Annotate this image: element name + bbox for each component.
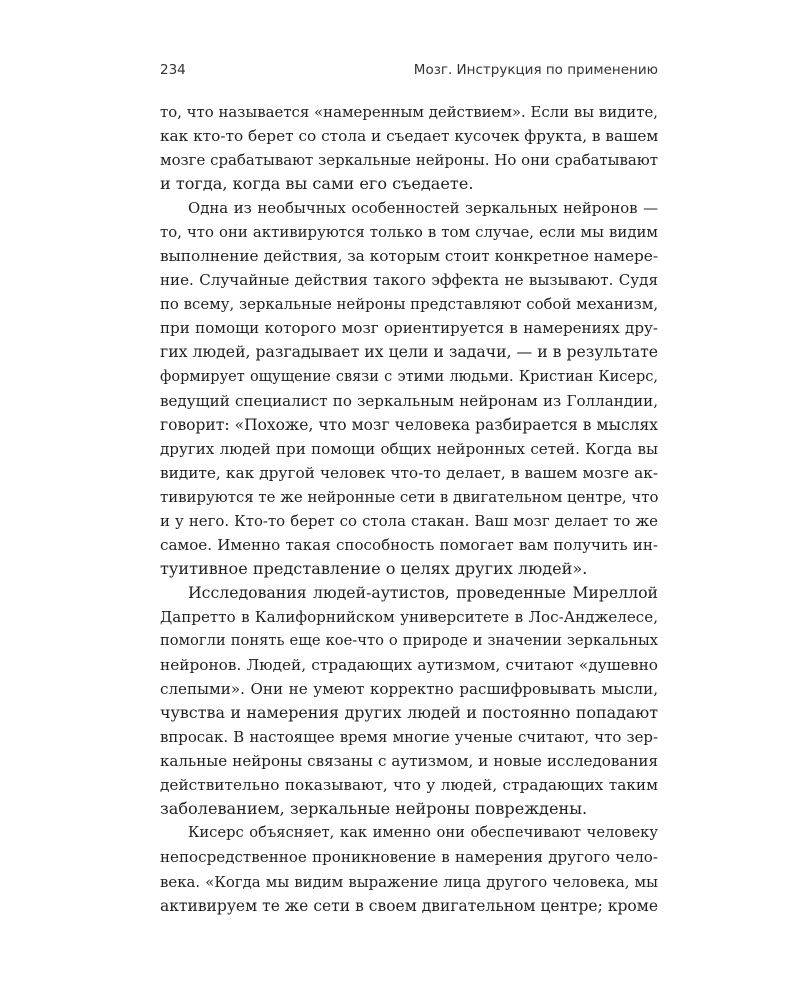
text-line: Исследования людей-аутистов, проведенные Миреллой [188, 582, 658, 602]
text-line: нейронов. Людей, страдающих аутизмом, считают «душевно [160, 656, 658, 675]
text-line: гих людей, разгадывает их цели и задачи, — и в результате [160, 342, 659, 362]
text-line: формирует ощущение связи с этими людьми. Кристиан Кисерс, [160, 368, 658, 385]
text-line: по всему, зеркальные нейроны представляют собой механизм, [160, 295, 659, 314]
text-line: Одна из необычных особенностей зеркальных нейронов — [188, 199, 658, 218]
running-head [160, 62, 658, 82]
text-line: мозге срабатывают зеркальные нейроны. Но они срабатывают [160, 151, 658, 170]
text-line: Кисерс объясняет, как именно они обеспечивают человеку [188, 824, 658, 842]
text-line: помогли понять еще кое-что о природе и значении зеркальных [160, 632, 658, 650]
text-line: впросак. В настоящее время многие ученые считают, что зер- [160, 728, 658, 747]
paragraph-4 [160, 821, 658, 917]
text-line: заболеванием, зеркальные нейроны повреждены. [160, 799, 588, 819]
text-line: то, что называется «намеренным действием». Если вы видите, [160, 103, 658, 121]
text-line: как кто-то берет со стола и съедает кусочек фрукта, в вашем [160, 127, 659, 146]
text-line: то, что они активируются только в том случае, если мы видим [160, 223, 658, 242]
text-line: говорит: «Похоже, что мозг человека разбирается в мыслях [160, 415, 658, 434]
text-line: ведущий специалист по зеркальным нейронам из Голландии, [160, 391, 658, 410]
text-line: ние. Случайные действия такого эффекта не вызывают. Судя [160, 271, 658, 290]
text-line: века. «Когда мы видим выражение лица другого человека, мы [160, 872, 658, 891]
text-line: непосредственное проникновение в намерения другого чело- [160, 848, 658, 867]
paragraph-1 [160, 100, 658, 196]
text-line: кальные нейроны связаны с аутизмом, и новые исследования [160, 752, 658, 771]
text-line: Дапретто в Калифорнийском университете в Лос-Анджелесе, [160, 607, 658, 626]
text-line: и тогда, когда вы сами его съедаете. [160, 174, 474, 194]
paragraph-2 [160, 196, 658, 581]
paragraph-3 [160, 581, 658, 821]
text-line: слепыми». Они не умеют корректно расшифровывать мысли, [160, 680, 658, 699]
text-line: самое. Именно такая способность помогает вам получить ин- [160, 535, 658, 554]
text-line: тивируются те же нейронные сети в двигательном центре, что [160, 487, 659, 506]
text-line: активируем те же сети в своем двигательном центре; кроме [160, 896, 658, 915]
body-text [160, 100, 658, 918]
text-line: чувства и намерения других людей и постоянно попадают [160, 703, 658, 723]
page-number: 234 [160, 62, 186, 78]
text-line: выполнение действия, за которым стоит конкретное намере- [160, 247, 659, 266]
text-line: действительно показывают, что у людей, страдающих таким [160, 776, 658, 795]
text-line: видите, как другой человек что-то делает, в вашем мозге ак- [160, 463, 658, 482]
text-line: и у него. Кто-то берет со стола стакан. Ваш мозг делает то же [160, 511, 658, 530]
text-line: других людей при помощи общих нейронных сетей. Когда вы [160, 439, 658, 458]
text-line: туитивное представление о целях других людей». [160, 558, 588, 578]
text-line: при помощи которого мозг ориентируется в намерениях дру- [160, 319, 658, 338]
book-title: Мозг. Инструкция по применению [413, 62, 658, 78]
